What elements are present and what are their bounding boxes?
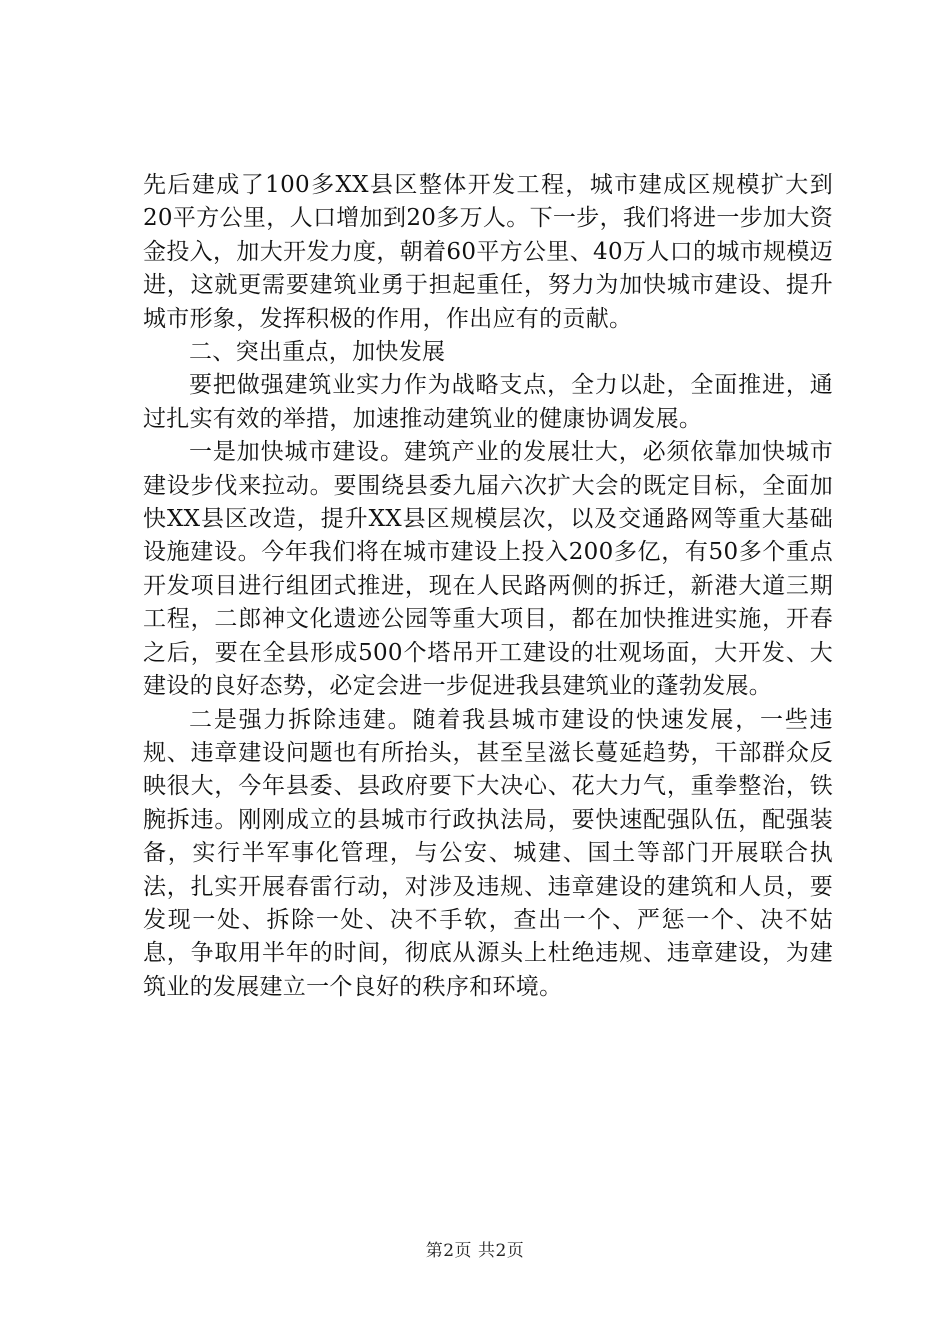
page-number-footer: 第2页 共2页 (425, 1241, 525, 1261)
paragraph-5: 二是强力拆除违建。随着我县城市建设的快速发展，一些违规、违章建设问题也有所抬头，甚至呈滋长蔓延趋势，干部群众反映很大，今年县委、县政府要下大决心、花大力气，重拳整治，铁腕拆违。刚刚成立的县城市行政执法局，要快速配强队伍，配强装备，实行半军事化管理，与公安、城建、国土等部门开展联合执法，扎实开展春雷行动，对涉及违规、违章建设的建筑和人员，要发现一处、拆除一处、决不手软，查出一个、严惩一个、决不姑息，争取用半年的时间，彻底从源头上杜绝违规、违章建设，为建筑业的发展建立一个良好的秩序和环境。 (143, 706, 833, 1000)
document-body (143, 169, 833, 1004)
paragraph-4: 一是加快城市建设。建筑产业的发展壮大，必须依靠加快城市建设步伐来拉动。要围绕县委九届六次扩大会的既定目标，全面加快XX县区改造，提升XX县区规模层次，以及交通路网等重大基础设施建设。今年我们将在城市建设上投入200多亿，有50多个重点开发项目进行组团式推进，现在人民路两侧的拆迁，新港大道三期工程，二郎神文化遗迹公园等重大项目，都在加快推进实施，开春之后，要在全县形成500个塔吊开工建设的壮观场面，大开发、大建设的良好态势，必定会进一步促进我县建筑业的蓬勃发展。 (143, 439, 833, 700)
paragraph-3: 要把做强建筑业实力作为战略支点，全力以赴，全面推进，通过扎实有效的举措，加速推动建筑业的健康协调发展。 (143, 372, 833, 432)
section-heading: 二、突出重点，加快发展 (189, 339, 446, 366)
paragraph-1: 先后建成了100多XX县区整体开发工程，城市建成区规模扩大到20平方公里，人口增加到20多万人。下一步，我们将进一步加大资金投入，加大开发力度，朝着60平方公里、40万人口的城市规模迈进，这就更需要建筑业勇于担起重任，努力为加快城市建设、提升城市形象，发挥积极的作用，作出应有的贡献。 (143, 172, 833, 332)
